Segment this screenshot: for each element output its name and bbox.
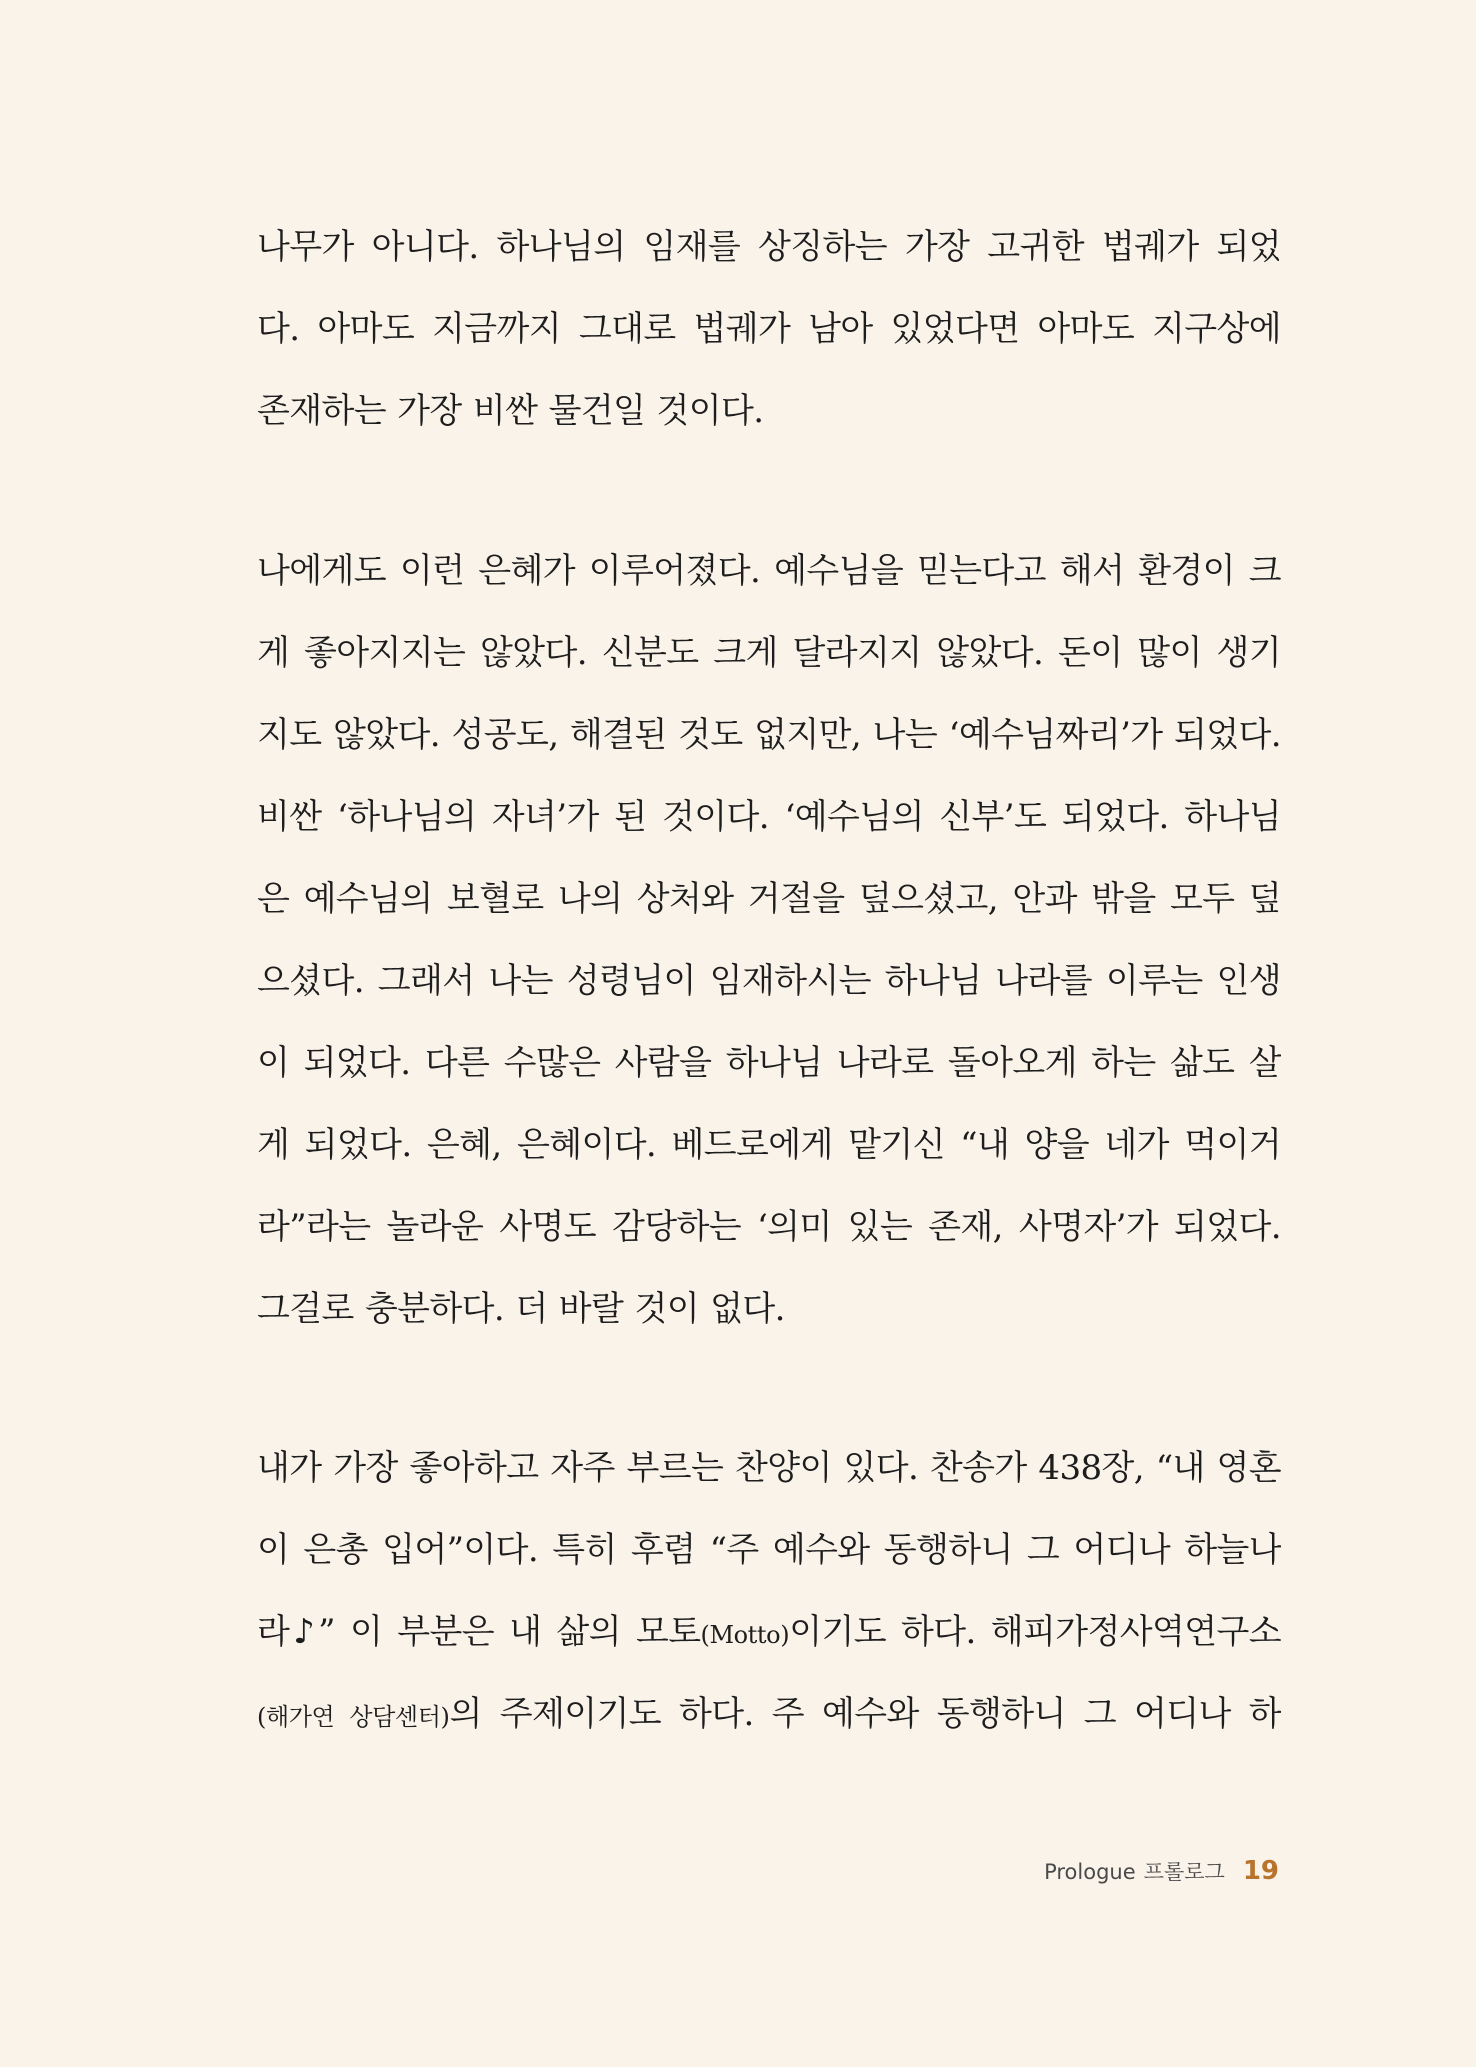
text-line: 다. 아마도 지금까지 그대로 법궤가 남아 있었다면 아마도 지구상에 bbox=[257, 309, 1281, 349]
paragraph-3 bbox=[257, 1427, 1281, 1755]
text-line: 라”라는 놀라운 사명도 감당하는 ‘의미 있는 존재, 사명자’가 되었다. bbox=[257, 1207, 1281, 1247]
text-line bbox=[257, 1673, 1281, 1755]
text-segment: 이기도 하다. 해피가정사역연구소 bbox=[789, 1612, 1281, 1652]
section-label-en: Prologue bbox=[1044, 1860, 1136, 1884]
text-line: 그걸로 충분하다. 더 바랄 것이 없다. bbox=[257, 1289, 785, 1329]
text-line: 나에게도 이런 은혜가 이루어졌다. 예수님을 믿는다고 해서 환경이 크 bbox=[257, 551, 1281, 591]
section-label-kr: 프롤로그 bbox=[1143, 1860, 1225, 1884]
parenthetical-note: (해가연 상담센터) bbox=[257, 1703, 450, 1731]
text-line: 지도 않았다. 성공도, 해결된 것도 없지만, 나는 ‘예수님짜리’가 되었다. bbox=[257, 715, 1281, 755]
text-line: 은 예수님의 보혈로 나의 상처와 거절을 덮으셨고, 안과 밖을 모두 덮 bbox=[257, 879, 1281, 919]
text-line: 존재하는 가장 비싼 물건일 것이다. bbox=[257, 391, 764, 431]
parenthetical-note: (Motto) bbox=[700, 1621, 790, 1649]
text-line: 게 되었다. 은혜, 은혜이다. 베드로에게 맡기신 “내 양을 네가 먹이거 bbox=[257, 1125, 1281, 1165]
text-line: 나무가 아니다. 하나님의 임재를 상징하는 가장 고귀한 법궤가 되었 bbox=[257, 227, 1281, 267]
text-line: 이 은총 입어”이다. 특히 후렴 “주 예수와 동행하니 그 어디나 하늘나 bbox=[257, 1530, 1281, 1570]
page-number: 19 bbox=[1242, 1856, 1279, 1886]
text-line: 이 되었다. 다른 수많은 사람을 하나님 나라로 돌아오게 하는 삶도 살 bbox=[257, 1043, 1281, 1083]
text-line: 으셨다. 그래서 나는 성령님이 임재하시는 하나님 나라를 이루는 인생 bbox=[257, 961, 1281, 1001]
text-line bbox=[257, 1591, 1281, 1673]
text-line: 내가 가장 좋아하고 자주 부르는 찬양이 있다. 찬송가 438장, “내 영혼 bbox=[257, 1448, 1281, 1488]
paragraph-1 bbox=[257, 206, 1281, 452]
text-line: 게 좋아지지는 않았다. 신분도 크게 달라지지 않았다. 돈이 많이 생기 bbox=[257, 633, 1281, 673]
text-segment: 의 주제이기도 하다. 주 예수와 동행하니 그 어디나 하 bbox=[449, 1694, 1281, 1734]
paragraph-2 bbox=[257, 530, 1281, 1350]
text-line: 비싼 ‘하나님의 자녀’가 된 것이다. ‘예수님의 신부’도 되었다. 하나님 bbox=[257, 797, 1281, 837]
page-footer bbox=[1044, 1856, 1279, 1886]
text-segment: 라♪” 이 부분은 내 삶의 모토 bbox=[257, 1612, 701, 1652]
